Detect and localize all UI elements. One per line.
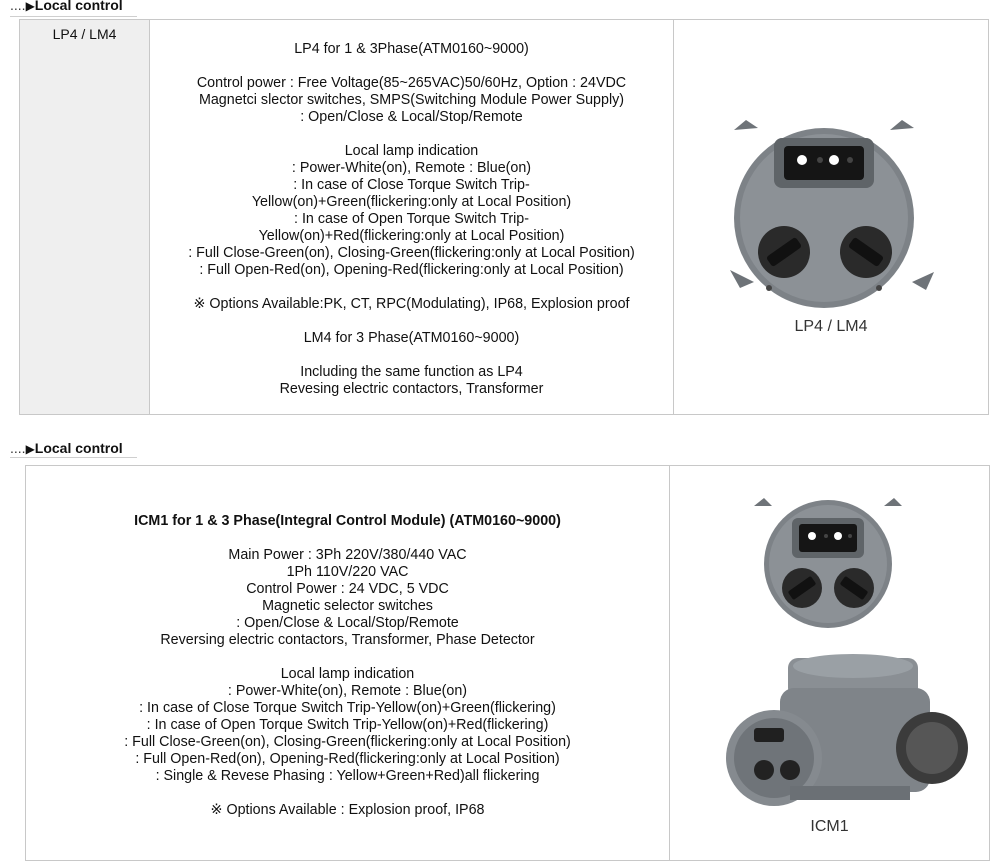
description-line: Control Power : 24 VDC, 5 VDC bbox=[246, 581, 449, 597]
heading-dots: .... bbox=[10, 0, 26, 13]
description-line: : Power-White(on), Remote : Blue(on) bbox=[291, 160, 532, 176]
section2-heading-line: ICM1 for 1 & 3 Phase(Integral Control Module) (ATM0160~9000) bbox=[134, 513, 561, 529]
section1-table bbox=[19, 19, 989, 415]
description-line: Including the same function as LP4 bbox=[300, 364, 523, 380]
description-line: : Power-White(on), Remote : Blue(on) bbox=[227, 683, 468, 699]
description-line: : Full Close-Green(on), Closing-Green(flickering:only at Local Position) bbox=[124, 734, 571, 750]
description-line: : Open/Close & Local/Stop/Remote bbox=[300, 109, 523, 125]
description-line: ※ Options Available:PK, CT, RPC(Modulating), IP68, Explosion proof bbox=[193, 296, 630, 312]
description-line: LP4 for 1 & 3Phase(ATM0160~9000) bbox=[294, 41, 529, 57]
section2-table bbox=[25, 465, 990, 861]
description-line: Magnetic selector switches bbox=[262, 598, 433, 614]
control-panel-icon bbox=[674, 20, 988, 414]
description-line: Local lamp indication bbox=[344, 143, 479, 159]
section2-image-cell bbox=[670, 466, 989, 860]
description-line: : Full Open-Red(on), Opening-Red(flickering:only at Local Position) bbox=[135, 751, 560, 767]
section1-heading bbox=[10, 0, 123, 14]
description-line: : In case of Open Torque Switch Trip-Yellow(on)+Red(flickering) bbox=[146, 717, 549, 733]
description-line: Reversing electric contactors, Transformer, Phase Detector bbox=[160, 632, 535, 648]
description-line: ※ Options Available : Explosion proof, IP68 bbox=[210, 802, 485, 818]
description-line: Revesing electric contactors, Transformer bbox=[279, 381, 544, 397]
section1-image-caption: LP4 / LM4 bbox=[794, 318, 868, 335]
arrow-icon: ▶ bbox=[25, 442, 35, 456]
description-line: : In case of Close Torque Switch Trip- bbox=[293, 177, 530, 193]
description-line: Magnetci slector switches, SMPS(Switching Module Power Supply) bbox=[198, 92, 625, 108]
description-line: : Open/Close & Local/Stop/Remote bbox=[236, 615, 459, 631]
section1-image-cell bbox=[674, 20, 988, 414]
section2-divider bbox=[10, 457, 137, 458]
description-line: : Full Open-Red(on), Opening-Red(flickering:only at Local Position) bbox=[199, 262, 624, 278]
description-line: : In case of Close Torque Switch Trip-Yellow(on)+Green(flickering) bbox=[139, 700, 556, 716]
description-line: Yellow(on)+Red(flickering:only at Local Position) bbox=[258, 228, 565, 244]
description-line: : Full Close-Green(on), Closing-Green(flickering:only at Local Position) bbox=[188, 245, 635, 261]
section1-divider bbox=[10, 16, 137, 17]
description-line: Local lamp indication bbox=[280, 666, 415, 682]
arrow-icon: ▶ bbox=[25, 0, 35, 13]
description-line: : In case of Open Torque Switch Trip- bbox=[294, 211, 529, 227]
section2-image-caption: ICM1 bbox=[810, 818, 849, 835]
section2-heading bbox=[10, 440, 123, 457]
section1-description bbox=[150, 41, 673, 398]
section1-label-cell bbox=[20, 20, 149, 414]
section1-label: LP4 / LM4 bbox=[52, 26, 117, 42]
section2-description bbox=[26, 513, 669, 819]
description-line: Yellow(on)+Green(flickering:only at Local Position) bbox=[251, 194, 572, 210]
description-line: : Single & Revese Phasing : Yellow+Green+Red)all flickering bbox=[155, 768, 540, 784]
heading-dots: .... bbox=[10, 440, 26, 456]
description-line: Main Power : 3Ph 220V/380/440 VAC bbox=[228, 547, 467, 563]
description-line: Control power : Free Voltage(85~265VAC)50/60Hz, Option : 24VDC bbox=[196, 75, 627, 91]
description-line: LM4 for 3 Phase(ATM0160~9000) bbox=[303, 330, 520, 346]
section2-title: Local control bbox=[34, 440, 123, 456]
actuator-icon bbox=[670, 466, 989, 860]
description-line: 1Ph 110V/220 VAC bbox=[286, 564, 409, 580]
section1-title: Local control bbox=[34, 0, 123, 13]
